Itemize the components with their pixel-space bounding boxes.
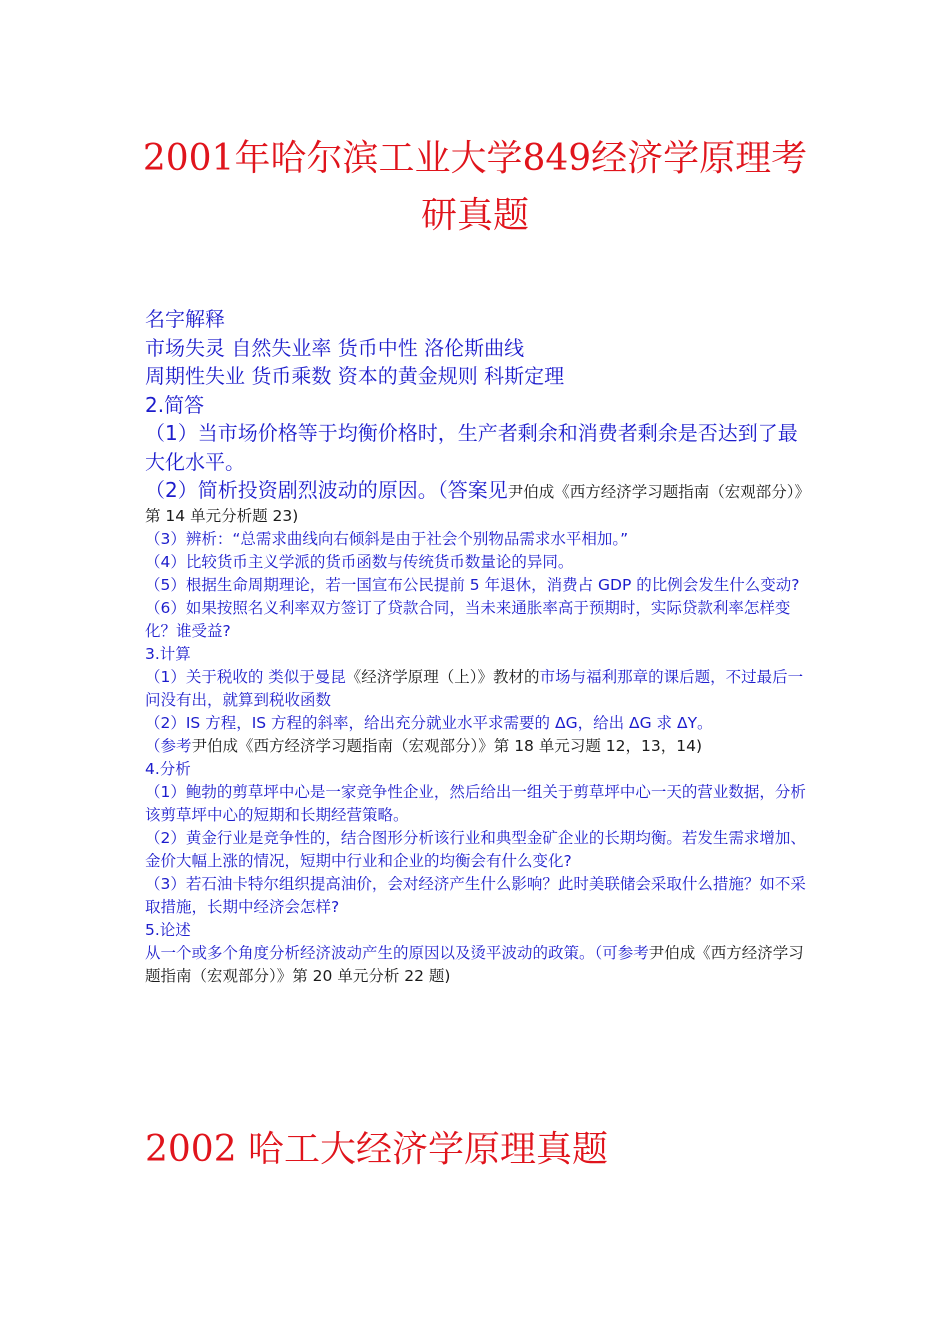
exam-title-2002: 2002 哈工大经济学原理真题 xyxy=(145,1129,609,1170)
question-text: 市场与福利那章的课后题，不过最后一问没有出，就算到税收函数 xyxy=(145,667,804,709)
question-item: （5）根据生命周期理论，若一国宣布公民提前 5 年退休，消费占 GDP 的比例会发生什么变动? xyxy=(145,575,800,594)
section-essay xyxy=(145,919,810,988)
section-heading: 4.分析 xyxy=(145,759,191,778)
exam-title-2001: 2001年哈尔滨工业大学849经济学原理考研真题 xyxy=(142,138,808,236)
question-text: （2）简析投资剧烈波动的原因。（答案见 xyxy=(145,478,508,502)
reference-text: 尹伯成《西方经济学习题指南（宏观部分）》第 20 单元分析 22 题) xyxy=(145,943,804,985)
section-heading: 3.计算 xyxy=(145,644,191,663)
section-heading: 2.简答 xyxy=(145,392,205,417)
question-item: （1）鲍勃的剪草坪中心是一家竞争性企业，然后给出一组关于剪草坪中心一天的营业数据，分析该剪草坪中心的短期和长期经营策略。 xyxy=(145,782,806,824)
section-definitions xyxy=(145,305,810,391)
question-item xyxy=(145,666,810,712)
question-item: （2）黄金行业是竞争性的，结合图形分析该行业和典型金矿企业的长期均衡。若发生需求增加、金价大幅上涨的情况，短期中行业和企业的均衡会有什么变化? xyxy=(145,828,806,870)
reference-text: 尹伯成《西方经济学习题指南（宏观部分）》第 18 单元习题 12，13，14) xyxy=(191,736,702,755)
section-calculation xyxy=(145,643,810,758)
question-item: （1）当市场价格等于均衡价格时，生产者剩余和消费者剩余是否达到了最大化水平。 xyxy=(145,421,798,474)
reference-text: 《经济学原理（上）》教材的 xyxy=(345,667,540,686)
question-text: （1）关于税收的 类似于曼昆 xyxy=(145,667,346,686)
question-item: （4）比较货币主义学派的货币函数与传统货币数量论的异同。 xyxy=(145,552,574,571)
question-item xyxy=(145,476,810,528)
exam-content-2001 xyxy=(145,305,810,988)
question-text: 从一个或多个角度分析经济波动产生的原因以及烫平波动的政策。（可参考 xyxy=(145,943,649,962)
term-list: 市场失灵 自然失业率 货币中性 洛伦斯曲线 xyxy=(145,335,525,360)
section-heading: 5.论述 xyxy=(145,920,191,939)
question-item: （2）IS 方程，IS 方程的斜率，给出充分就业水平求需要的 ΔG，给出 ΔG 求 ΔY。 xyxy=(145,713,713,732)
reference-text: 尹伯成《西方经济学习题指南（宏观部分）》第 14 单元分析题 23) xyxy=(145,483,810,525)
question-item xyxy=(145,942,810,988)
question-text: （参考 xyxy=(145,736,192,755)
section-heading: 名字解释 xyxy=(145,307,225,331)
question-item: （6）如果按照名义利率双方签订了贷款合同，当未来通胀率高于预期时，实际贷款利率怎样变化？谁受益? xyxy=(145,598,791,640)
question-item: （3）若石油卡特尔组织提高油价，会对经济产生什么影响？此时美联储会采取什么措施？如不采取措施，长期中经济会怎样? xyxy=(145,874,806,916)
reference-line xyxy=(145,735,810,758)
section-short-answer xyxy=(145,391,810,643)
question-item: （3）辨析：“总需求曲线向右倾斜是由于社会个别物品需求水平相加。” xyxy=(145,529,629,548)
term-list: 周期性失业 货币乘数 资本的黄金规则 科斯定理 xyxy=(145,364,565,388)
section-analysis xyxy=(145,758,810,919)
